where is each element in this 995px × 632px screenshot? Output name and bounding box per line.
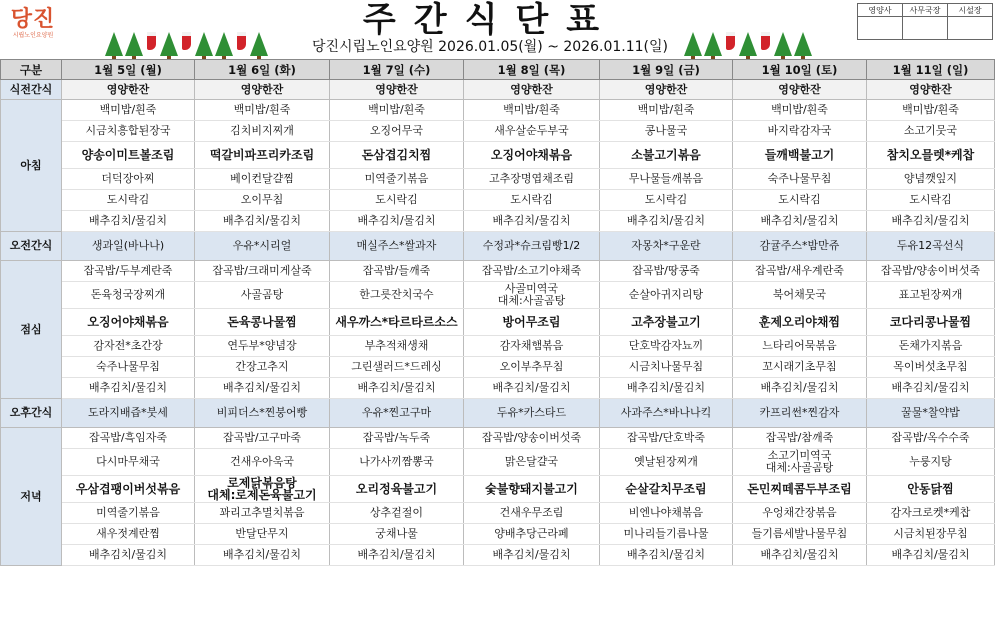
dinner-dish: 다시마무채국 (62, 449, 195, 476)
lunch-dish: 사골미역국 대체:사골곰탕 (464, 282, 600, 309)
page-subtitle: 당진시립노인요양원 2026.01.05(월) ~ 2026.01.11(일) (311, 39, 668, 55)
lunch-dish: 배추김치/물김치 (195, 378, 330, 399)
lunch-dish: 단호박감자뇨끼 (600, 336, 733, 357)
afternoon-snack-row (1, 399, 995, 428)
christmas-tree-icon (250, 32, 268, 56)
day-header: 1월 8일 (목) (464, 60, 600, 80)
lunch-dish: 배추김치/물김치 (464, 378, 600, 399)
breakfast-dish: 오징어야채볶음 (464, 142, 600, 169)
lunch-dish: 잡곡밥/두부계란죽 (62, 261, 195, 282)
lunch-label: 점심 (1, 261, 62, 399)
breakfast-dish: 백미밥/흰죽 (600, 100, 733, 121)
morning-snack-label: 오전간식 (1, 232, 62, 261)
breakfast-dish: 참치오믈렛*케찹 (867, 142, 995, 169)
breakfast-dish: 더덕장아찌 (62, 169, 195, 190)
lunch-dish: 고추장불고기 (600, 309, 733, 336)
lunch-dish: 느타리어묵볶음 (733, 336, 867, 357)
afternoon-snack-cell: 카프리썬*찐감자 (733, 399, 867, 428)
lunch-dish: 코다리콩나물찜 (867, 309, 995, 336)
dinner-dish: 상추겉절이 (330, 503, 464, 524)
dinner-dish: 배추김치/물김치 (195, 545, 330, 566)
breakfast-dish: 숙주나물무침 (733, 169, 867, 190)
dinner-dish: 돈민찌떼콤두부조림 (733, 476, 867, 503)
breakfast-dish: 소고기뭇국 (867, 121, 995, 142)
lunch-dish: 훈제오리야채찜 (733, 309, 867, 336)
stocking-icon (147, 32, 156, 50)
morning-snack-cell: 수정과*슈크림빵1/2 (464, 232, 600, 261)
breakfast-dish: 배추김치/물김치 (464, 211, 600, 232)
dinner-item-row (1, 449, 995, 476)
pre-meal-snack-cell: 영양한잔 (464, 80, 600, 100)
dinner-dish: 건새우아욱국 (195, 449, 330, 476)
lunch-item-row (1, 261, 995, 282)
dinner-dish: 배추김치/물김치 (464, 545, 600, 566)
dinner-item-row (1, 524, 995, 545)
lunch-dish: 숙주나물무침 (62, 357, 195, 378)
dinner-dish: 잡곡밥/단호박죽 (600, 428, 733, 449)
page-title: 주간식단표 (362, 0, 618, 40)
dinner-dish: 시금치된장무침 (867, 524, 995, 545)
weekly-menu-table (0, 59, 995, 566)
signoff-field (948, 17, 993, 40)
lunch-dish: 순살아귀지리탕 (600, 282, 733, 309)
morning-snack-row (1, 232, 995, 261)
dinner-dish: 미역줄기볶음 (62, 503, 195, 524)
dinner-dish: 들기름세발나물무침 (733, 524, 867, 545)
day-header-row (1, 60, 995, 80)
christmas-tree-icon (704, 32, 722, 56)
breakfast-dish: 오이무침 (195, 190, 330, 211)
dinner-dish: 오리정육불고기 (330, 476, 464, 503)
afternoon-snack-cell: 꿀물*찰약밥 (867, 399, 995, 428)
dinner-dish: 배추김치/물김치 (733, 545, 867, 566)
pre-meal-snack-cell: 영양한잔 (867, 80, 995, 100)
lunch-dish: 방어무조림 (464, 309, 600, 336)
signoff-box (857, 3, 993, 40)
dinner-dish: 우엉채간장볶음 (733, 503, 867, 524)
morning-snack-cell: 두유12곡선식 (867, 232, 995, 261)
breakfast-dish: 백미밥/흰죽 (62, 100, 195, 121)
lunch-dish: 돈채가지볶음 (867, 336, 995, 357)
dinner-dish: 안동닭찜 (867, 476, 995, 503)
signoff-label: 사무국장 (903, 4, 948, 17)
lunch-dish: 목이버섯초무침 (867, 357, 995, 378)
dinner-dish: 감자크로켓*케찹 (867, 503, 995, 524)
logo-mark: 당진 (10, 6, 56, 32)
lunch-item-row (1, 309, 995, 336)
lunch-dish: 배추김치/물김치 (62, 378, 195, 399)
christmas-decoration-right (683, 24, 813, 56)
breakfast-dish: 배추김치/물김치 (195, 211, 330, 232)
breakfast-dish: 배추김치/물김치 (733, 211, 867, 232)
lunch-dish: 오징어야채볶음 (62, 309, 195, 336)
christmas-tree-icon (125, 32, 143, 56)
lunch-dish: 배추김치/물김치 (867, 378, 995, 399)
morning-snack-cell: 우유*시리얼 (195, 232, 330, 261)
christmas-tree-icon (794, 32, 812, 56)
breakfast-dish: 도시락김 (62, 190, 195, 211)
dinner-dish: 배추김치/물김치 (600, 545, 733, 566)
breakfast-dish: 도시락김 (464, 190, 600, 211)
breakfast-dish: 무나물들깨볶음 (600, 169, 733, 190)
lunch-dish: 그린샐러드*드레싱 (330, 357, 464, 378)
dinner-dish: 맑은달걀국 (464, 449, 600, 476)
lunch-dish: 배추김치/물김치 (733, 378, 867, 399)
breakfast-dish: 백미밥/흰죽 (733, 100, 867, 121)
lunch-dish: 돈육콩나물찜 (195, 309, 330, 336)
lunch-dish: 북어채뭇국 (733, 282, 867, 309)
lunch-dish: 배추김치/물김치 (330, 378, 464, 399)
dinner-dish: 누룽지탕 (867, 449, 995, 476)
breakfast-dish: 바지락감자국 (733, 121, 867, 142)
christmas-tree-icon (105, 32, 123, 56)
dinner-dish: 잡곡밥/양송이버섯죽 (464, 428, 600, 449)
dinner-dish: 반달단무지 (195, 524, 330, 545)
dinner-label: 저녁 (1, 428, 62, 566)
breakfast-dish: 양송이미트볼조림 (62, 142, 195, 169)
breakfast-dish: 오징어무국 (330, 121, 464, 142)
afternoon-snack-cell: 도라지배즙*붓세 (62, 399, 195, 428)
breakfast-item-row (1, 190, 995, 211)
pre-meal-snack-cell: 영양한잔 (62, 80, 195, 100)
lunch-dish: 새우까스*타르타르소스 (330, 309, 464, 336)
breakfast-dish: 도시락김 (600, 190, 733, 211)
pre-meal-snack-cell: 영양한잔 (330, 80, 464, 100)
dinner-dish: 잡곡밥/옥수수죽 (867, 428, 995, 449)
dinner-dish: 배추김치/물김치 (867, 545, 995, 566)
pre-meal-snack-row (1, 80, 995, 100)
lunch-dish: 오이부추무침 (464, 357, 600, 378)
lunch-item-row (1, 378, 995, 399)
breakfast-dish: 배추김치/물김치 (62, 211, 195, 232)
breakfast-dish: 들깨백불고기 (733, 142, 867, 169)
afternoon-snack-label: 오후간식 (1, 399, 62, 428)
signoff-label: 시설장 (948, 4, 993, 17)
lunch-dish: 잡곡밥/소고기야채죽 (464, 261, 600, 282)
lunch-dish: 감자전*초간장 (62, 336, 195, 357)
breakfast-dish: 김치비지찌개 (195, 121, 330, 142)
facility-logo (6, 6, 60, 52)
dinner-dish: 잡곡밥/고구마죽 (195, 428, 330, 449)
dinner-dish: 양배추당근라페 (464, 524, 600, 545)
dinner-dish: 옛날된장찌개 (600, 449, 733, 476)
dinner-dish: 나가사끼짬뽕국 (330, 449, 464, 476)
morning-snack-cell: 감귤주스*밤만쥬 (733, 232, 867, 261)
lunch-item-row (1, 282, 995, 309)
dinner-dish: 잡곡밥/녹두죽 (330, 428, 464, 449)
breakfast-dish: 배추김치/물김치 (330, 211, 464, 232)
morning-snack-cell: 자몽차*구운란 (600, 232, 733, 261)
afternoon-snack-cell: 비피더스*찐붕어빵 (195, 399, 330, 428)
logo-subtitle: 시립노인요양원 (12, 32, 54, 39)
lunch-dish: 연두부*양념장 (195, 336, 330, 357)
signoff-label: 영양사 (858, 4, 903, 17)
pre-meal-snack-cell: 영양한잔 (195, 80, 330, 100)
lunch-dish: 시금치나물무침 (600, 357, 733, 378)
lunch-dish: 부추적채생채 (330, 336, 464, 357)
day-header: 1월 10일 (토) (733, 60, 867, 80)
breakfast-dish: 배추김치/물김치 (867, 211, 995, 232)
dinner-dish: 미나리들기름나물 (600, 524, 733, 545)
christmas-tree-icon (774, 32, 792, 56)
lunch-dish: 잡곡밥/양송이버섯죽 (867, 261, 995, 282)
dinner-dish: 숯불향돼지불고기 (464, 476, 600, 503)
breakfast-dish: 미역줄기볶음 (330, 169, 464, 190)
dinner-dish: 궁채나물 (330, 524, 464, 545)
breakfast-dish: 도시락김 (867, 190, 995, 211)
breakfast-dish: 소불고기볶음 (600, 142, 733, 169)
lunch-dish: 사골곰탕 (195, 282, 330, 309)
morning-snack-cell: 생과일(바나나) (62, 232, 195, 261)
breakfast-dish: 백미밥/흰죽 (195, 100, 330, 121)
christmas-tree-icon (215, 32, 233, 56)
afternoon-snack-cell: 우유*찐고구마 (330, 399, 464, 428)
christmas-tree-icon (195, 32, 213, 56)
morning-snack-cell: 매실주스*쌀과자 (330, 232, 464, 261)
lunch-item-row (1, 357, 995, 378)
dinner-dish: 새우젓계란찜 (62, 524, 195, 545)
lunch-dish: 감자채햄볶음 (464, 336, 600, 357)
lunch-dish: 잡곡밥/크래미게살죽 (195, 261, 330, 282)
breakfast-dish: 베이컨달걀찜 (195, 169, 330, 190)
day-header: 1월 6일 (화) (195, 60, 330, 80)
breakfast-item-row (1, 121, 995, 142)
dinner-dish: 잡곡밥/흑임자죽 (62, 428, 195, 449)
dinner-item-row (1, 503, 995, 524)
breakfast-dish: 고추장명엽채조림 (464, 169, 600, 190)
stocking-icon (182, 32, 191, 50)
menu-header (0, 0, 995, 58)
breakfast-item-row (1, 169, 995, 190)
breakfast-dish: 시금치흥합된장국 (62, 121, 195, 142)
dinner-dish: 건새우무조림 (464, 503, 600, 524)
day-header: 1월 11일 (일) (867, 60, 995, 80)
breakfast-label: 아침 (1, 100, 62, 232)
dinner-dish: 비엔나야채볶음 (600, 503, 733, 524)
lunch-dish: 꼬시래기초무침 (733, 357, 867, 378)
breakfast-dish: 도시락김 (733, 190, 867, 211)
pre-meal-snack-cell: 영양한잔 (733, 80, 867, 100)
breakfast-item-row (1, 142, 995, 169)
christmas-decoration-left (104, 24, 269, 56)
breakfast-dish: 돈삼겹김치찜 (330, 142, 464, 169)
lunch-item-row (1, 336, 995, 357)
day-header: 1월 9일 (금) (600, 60, 733, 80)
dinner-item-row (1, 476, 995, 503)
corner-header: 구분 (1, 60, 62, 80)
stocking-icon (726, 32, 735, 50)
breakfast-dish: 도시락김 (330, 190, 464, 211)
lunch-dish: 간장고추지 (195, 357, 330, 378)
afternoon-snack-cell: 두유*카스타드 (464, 399, 600, 428)
lunch-dish: 잡곡밥/땅콩죽 (600, 261, 733, 282)
signoff-field (858, 17, 903, 40)
stocking-icon (761, 32, 770, 50)
lunch-dish: 잡곡밥/새우계란죽 (733, 261, 867, 282)
day-header: 1월 5일 (월) (62, 60, 195, 80)
breakfast-dish: 백미밥/흰죽 (464, 100, 600, 121)
breakfast-dish: 새우살순두부국 (464, 121, 600, 142)
signoff-field (903, 17, 948, 40)
day-header: 1월 7일 (수) (330, 60, 464, 80)
lunch-dish: 한그릇잔치국수 (330, 282, 464, 309)
breakfast-dish: 콩나물국 (600, 121, 733, 142)
stocking-icon (237, 32, 246, 50)
lunch-dish: 배추김치/물김치 (600, 378, 733, 399)
dinner-dish: 로제닭볶음탕 대체:로제돈육불고기 (195, 476, 330, 503)
dinner-dish: 배추김치/물김치 (330, 545, 464, 566)
dinner-dish: 소고기미역국 대체:사골곰탕 (733, 449, 867, 476)
lunch-dish: 표고된장찌개 (867, 282, 995, 309)
breakfast-dish: 백미밥/흰죽 (867, 100, 995, 121)
christmas-tree-icon (684, 32, 702, 56)
pre-meal-snack-label: 식전간식 (1, 80, 62, 100)
dinner-dish: 우삼겹팽이버섯볶음 (62, 476, 195, 503)
dinner-item-row (1, 428, 995, 449)
breakfast-dish: 배추김치/물김치 (600, 211, 733, 232)
dinner-dish: 꽈리고추멸치볶음 (195, 503, 330, 524)
breakfast-dish: 양념깻잎지 (867, 169, 995, 190)
pre-meal-snack-cell: 영양한잔 (600, 80, 733, 100)
dinner-dish: 배추김치/물김치 (62, 545, 195, 566)
lunch-dish: 잡곡밥/들깨죽 (330, 261, 464, 282)
breakfast-dish: 백미밥/흰죽 (330, 100, 464, 121)
dinner-item-row (1, 545, 995, 566)
breakfast-item-row (1, 211, 995, 232)
christmas-tree-icon (160, 32, 178, 56)
lunch-dish: 돈육청국장찌개 (62, 282, 195, 309)
afternoon-snack-cell: 사과주스*바나나킥 (600, 399, 733, 428)
dinner-dish: 순살갈치무조림 (600, 476, 733, 503)
christmas-tree-icon (739, 32, 757, 56)
breakfast-dish: 떡갈비파프리카조림 (195, 142, 330, 169)
breakfast-item-row (1, 100, 995, 121)
dinner-dish: 잡곡밥/참깨죽 (733, 428, 867, 449)
